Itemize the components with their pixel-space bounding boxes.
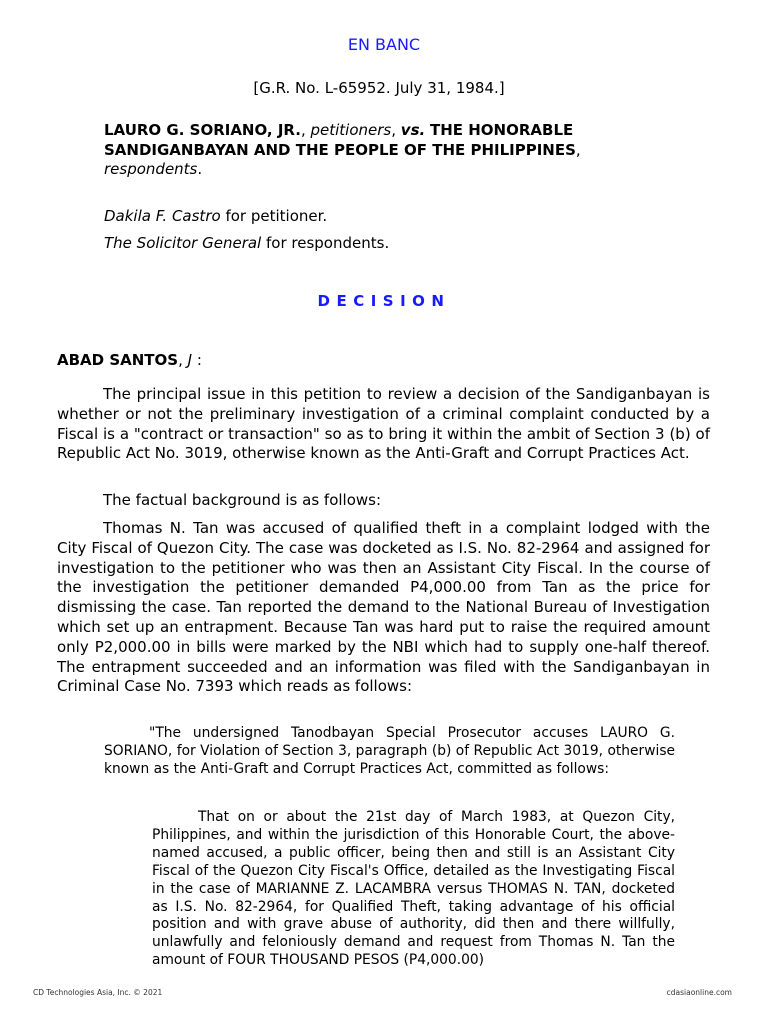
petitioner-counsel: Dakila F. Castro bbox=[104, 207, 221, 225]
respondent-counsel-suffix: for respondents. bbox=[266, 234, 390, 252]
footer-copyright: CD Technologies Asia, Inc. © 2021 bbox=[33, 988, 163, 997]
body-paragraph: Thomas N. Tan was accused of qualified theft in a complaint lodged with the City Fiscal of Quezon City. The case was docketed as I.S. No. 82-2964 and assigned for investigation to the petitioner who was then an Assistant City Fiscal. In the course of the investigation the petitioner demanded P4,000.00 from Tan as the price for dismissing the case. Tan reported the demand to the National Bureau of Investigation which set up an entrapment. Because Tan was hard put to raise the required amount only P2,000.00 in bills were marked by the NBI which had to supply one-half thereof. The entrapment succeeded and an information was filed with the Sandiganbayan in Criminal Case No. 7393 which reads as follows: bbox=[57, 519, 710, 696]
respondent-name: THE HONORABLE SANDIGANBAYAN AND THE PEOPLE OF THE PHILIPPINES bbox=[104, 121, 576, 159]
ponente-name: ABAD SANTOS bbox=[57, 351, 179, 369]
petitioner-counsel-suffix: for petitioner. bbox=[225, 207, 328, 225]
block-quote-intro bbox=[104, 725, 675, 779]
division-heading: EN BANC bbox=[347, 35, 421, 54]
body-paragraph-2-wrap bbox=[57, 491, 710, 511]
versus-label: vs. bbox=[400, 121, 426, 139]
block-quote-count bbox=[152, 809, 675, 970]
petitioner-counsel-line bbox=[104, 207, 327, 225]
body-paragraph-3-wrap bbox=[57, 519, 710, 697]
case-number: [G.R. No. L-65952. July 31, 1984.] bbox=[253, 79, 505, 97]
ponente-line: ABAD SANTOS, J : bbox=[57, 351, 202, 369]
body-paragraph: The principal issue in this petition to review a decision of the Sandiganbayan is whether or not the preliminary investigation of a criminal complaint conducted by a Fiscal is a "contract or transaction" so as to bring it within the ambit of Section 3 (b) of Republic Act No. 3019, otherwise known as the Anti-Graft and Corrupt Practices Act. bbox=[57, 385, 710, 463]
case-parties: LAURO G. SORIANO, JR., petitioners, vs. THE HONORABLE SANDIGANBAYAN AND THE PEOPLE OF THE PHILIPPINES, respondents. bbox=[104, 121, 581, 178]
quote-paragraph: That on or about the 21st day of March 1983, at Quezon City, Philippines, and within the jurisdiction of this Honorable Court, the above-named accused, a public officer, being then and still is an Assistant City Fiscal of the Quezon City Fiscal's Office, detailed as the Investigating Fiscal in the case of MARIANNE Z. LACAMBRA versus THOMAS N. TAN, docketed as I.S. No. 82-2964, for Qualified Theft, taking advantage of his official position and with grave abuse of authority, did then and there willfully, unlawfully and feloniously demand and request from Thomas N. Tan the amount of FOUR THOUSAND PESOS (P4,000.00) bbox=[152, 809, 675, 969]
quote-paragraph: "The undersigned Tanodbayan Special Prosecutor accuses LAURO G. SORIANO, for Violation of Section 3, paragraph (b) of Republic Act 3019, otherwise known as the Anti-Graft and Corrupt Practices Act, committed as follows: bbox=[104, 725, 675, 777]
petitioner-name: LAURO G. SORIANO, JR. bbox=[104, 121, 301, 139]
petitioner-role: petitioners bbox=[310, 121, 392, 139]
respondent-role: respondents bbox=[104, 160, 198, 178]
respondent-counsel: The Solicitor General bbox=[104, 234, 262, 252]
respondent-counsel-line bbox=[104, 234, 389, 252]
footer-website: cdasiaonline.com bbox=[666, 988, 732, 997]
decision-heading: DECISION bbox=[317, 292, 451, 310]
body-paragraph-1-wrap bbox=[57, 385, 710, 464]
body-paragraph: The factual background is as follows: bbox=[103, 491, 382, 509]
ponente-title: J bbox=[187, 351, 193, 369]
